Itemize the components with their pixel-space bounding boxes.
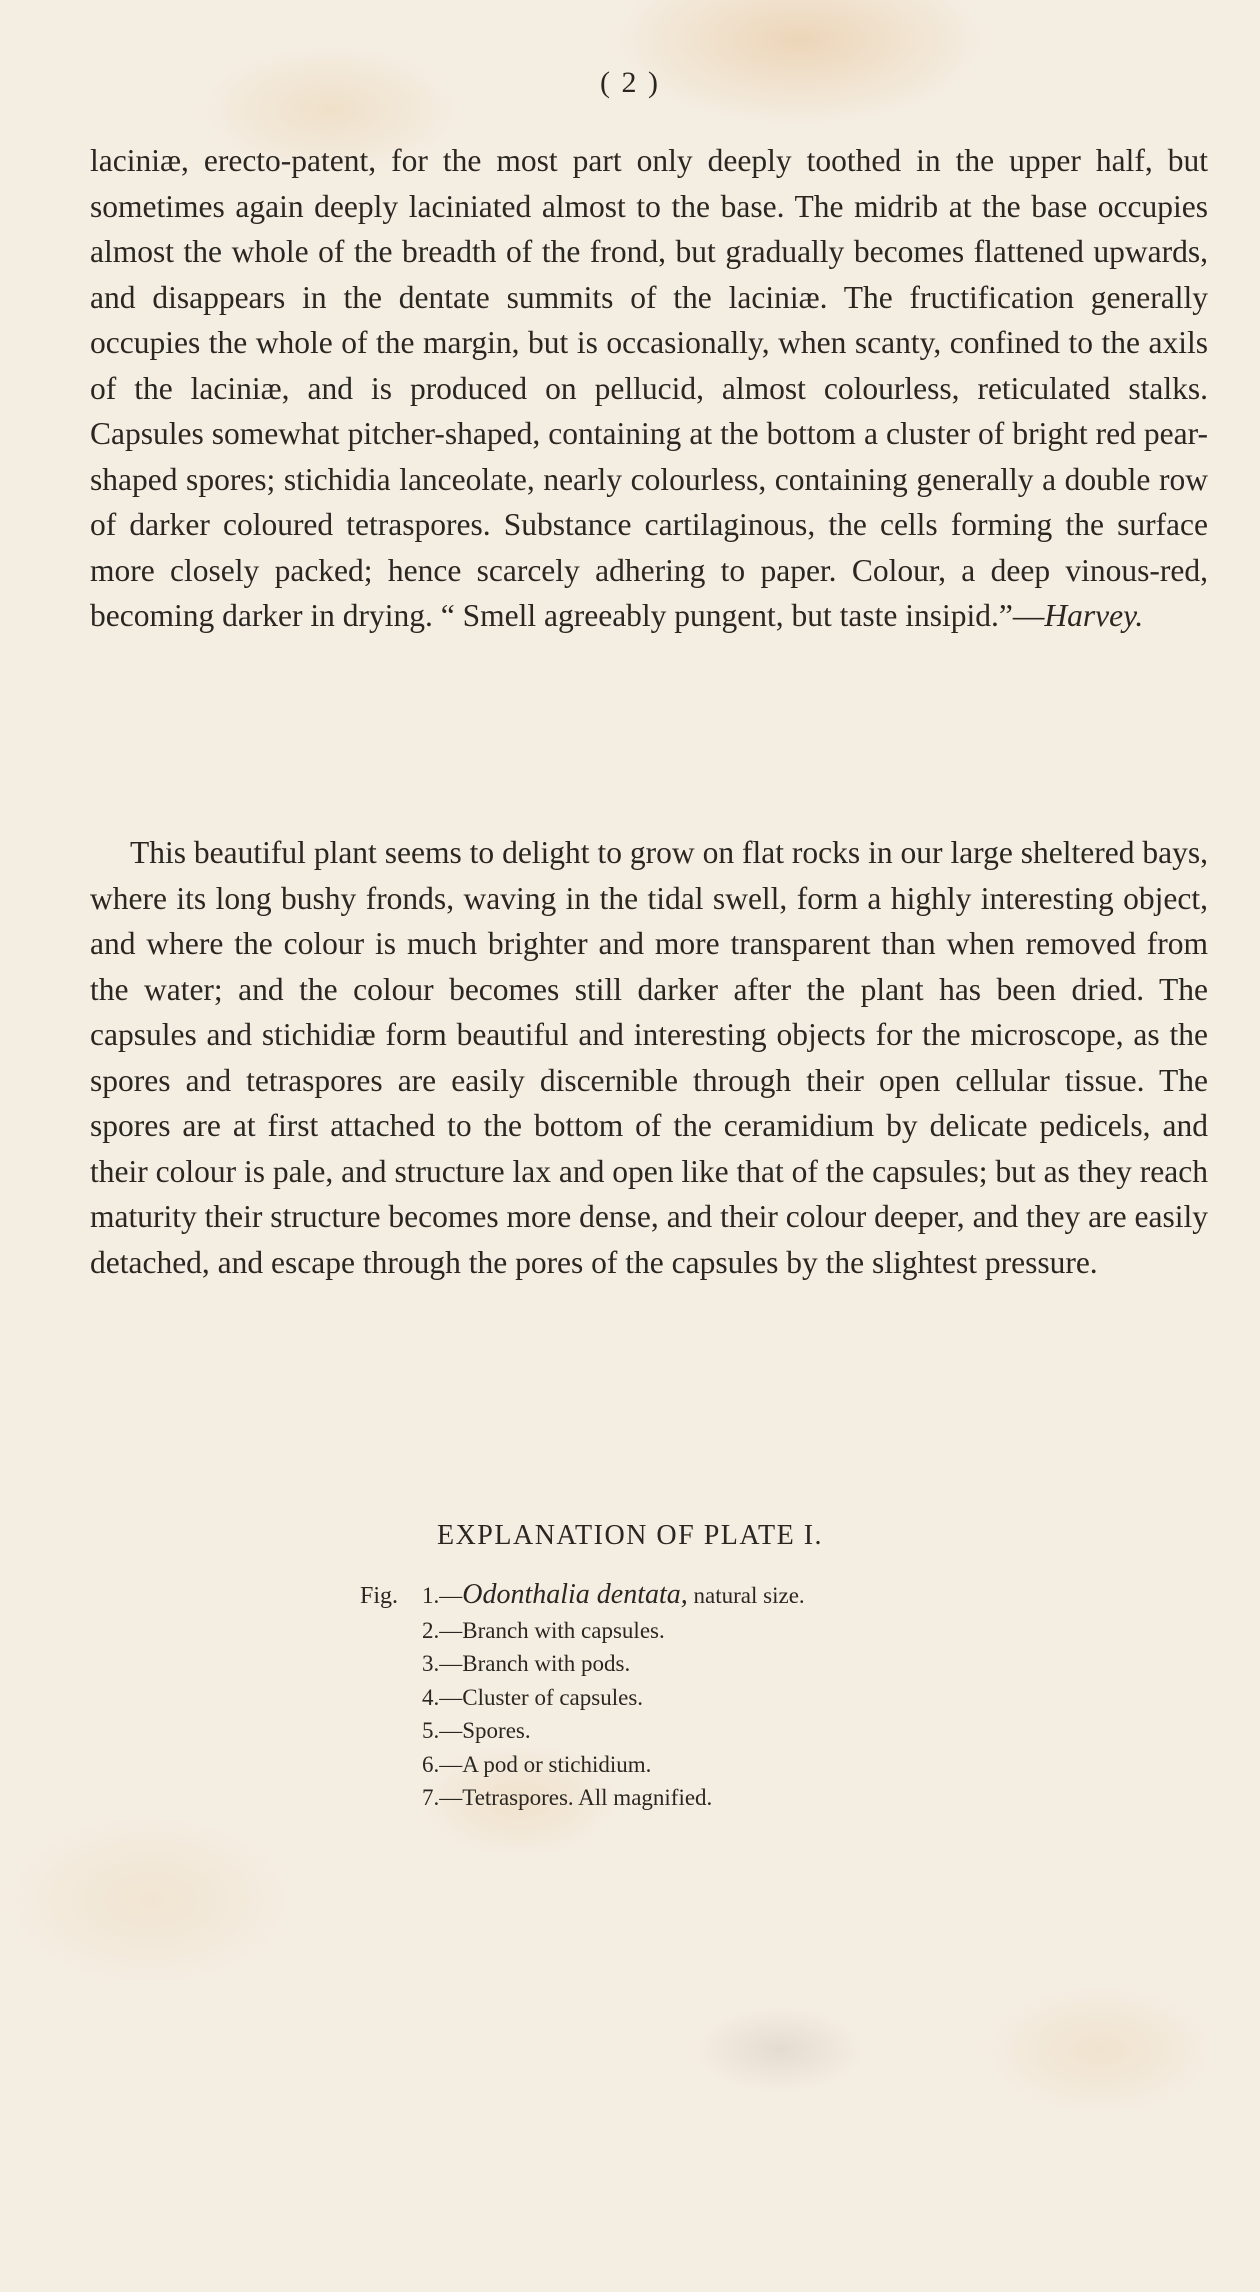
figure-number: 2.— [422,1617,463,1643]
figure-caption: Tetraspores. All magnified. [462,1785,713,1810]
figure-item [360,1647,1060,1681]
figure-item [360,1614,1060,1648]
figure-item [360,1578,1060,1614]
figure-number: 1.— [422,1583,463,1608]
figure-number: 6.— [422,1751,463,1777]
figure-caption: Branch with pods. [462,1651,631,1676]
figure-species-name: Odonthalia dentata, [462,1579,688,1610]
figure-item [360,1714,1060,1748]
figure-caption: Branch with capsules. [462,1617,665,1643]
description-paragraph [90,138,1208,639]
figure-item [360,1681,1060,1715]
figure-number: 5.— [422,1718,463,1743]
figure-caption: A pod or stichidium. [462,1751,652,1777]
page-number: ( 2 ) [600,66,660,99]
figure-number: 3.— [422,1651,463,1676]
description-text: laciniæ, erecto-patent, for the most part only deeply toothed in the upper half, but sometimes again deeply laciniated almost to the base. The midrib at the base occupies almost the whole of the breadth of the frond, but gradually becomes flattened upwards, and disappears in the dentate summits of the laciniæ. The fructification generally occupies the whole of the margin, but is occasionally, when scanty, confined to the axils of the laciniæ, and is produced on pellucid, almost colourless, reticulated stalks. Capsules somewhat pitcher-shaped, containing at the bottom a cluster of bright red pear-shaped spores; stichidia lanceolate, nearly colourless, containing generally a double row of darker coloured tetraspores. Substance cartilaginous, the cells forming the surface more closely packed; hence scarcely adhering to paper. Colour, a deep vinous-red, becoming darker in drying. “ Smell agreeably pungent, but taste insipid.”— [90,143,1208,633]
figure-caption: natural size. [687,1583,805,1608]
habitat-paragraph: This beautiful plant seems to delight to grow on flat rocks in our large sheltered bays, where its long bushy fronds, waving in the tidal swell, form a highly interesting object, and where the colour is much brighter and more transparent than when removed from the water; and the colour becomes still darker after the plant has been dried. The capsules and stichidiæ form beautiful and interesting objects for the microscope, as the spores and tetraspores are easily discernible through their open cellular tissue. The spores are at first attached to the bottom of the ceramidium by delicate pedicels, and their colour is pale, and structure lax and open like that of the capsules; but as they reach maturity their structure becomes more dense, and their colour deeper, and they are easily detached, and escape through the pores of the capsules by the slightest pressure. [90,835,1208,1280]
figure-item [360,1781,1060,1815]
figure-caption: Cluster of capsules. [462,1684,644,1710]
figure-item [360,1748,1060,1782]
citation-author: Harvey. [1044,598,1144,633]
fig-label: Fig. [360,1583,399,1609]
figure-number: 4.— [422,1684,463,1710]
figure-list [360,1578,1060,1815]
figure-caption: Spores. [462,1718,531,1743]
figure-number: 7.— [422,1785,463,1810]
plate-explanation-heading: EXPLANATION OF PLATE I. [436,1520,824,1551]
